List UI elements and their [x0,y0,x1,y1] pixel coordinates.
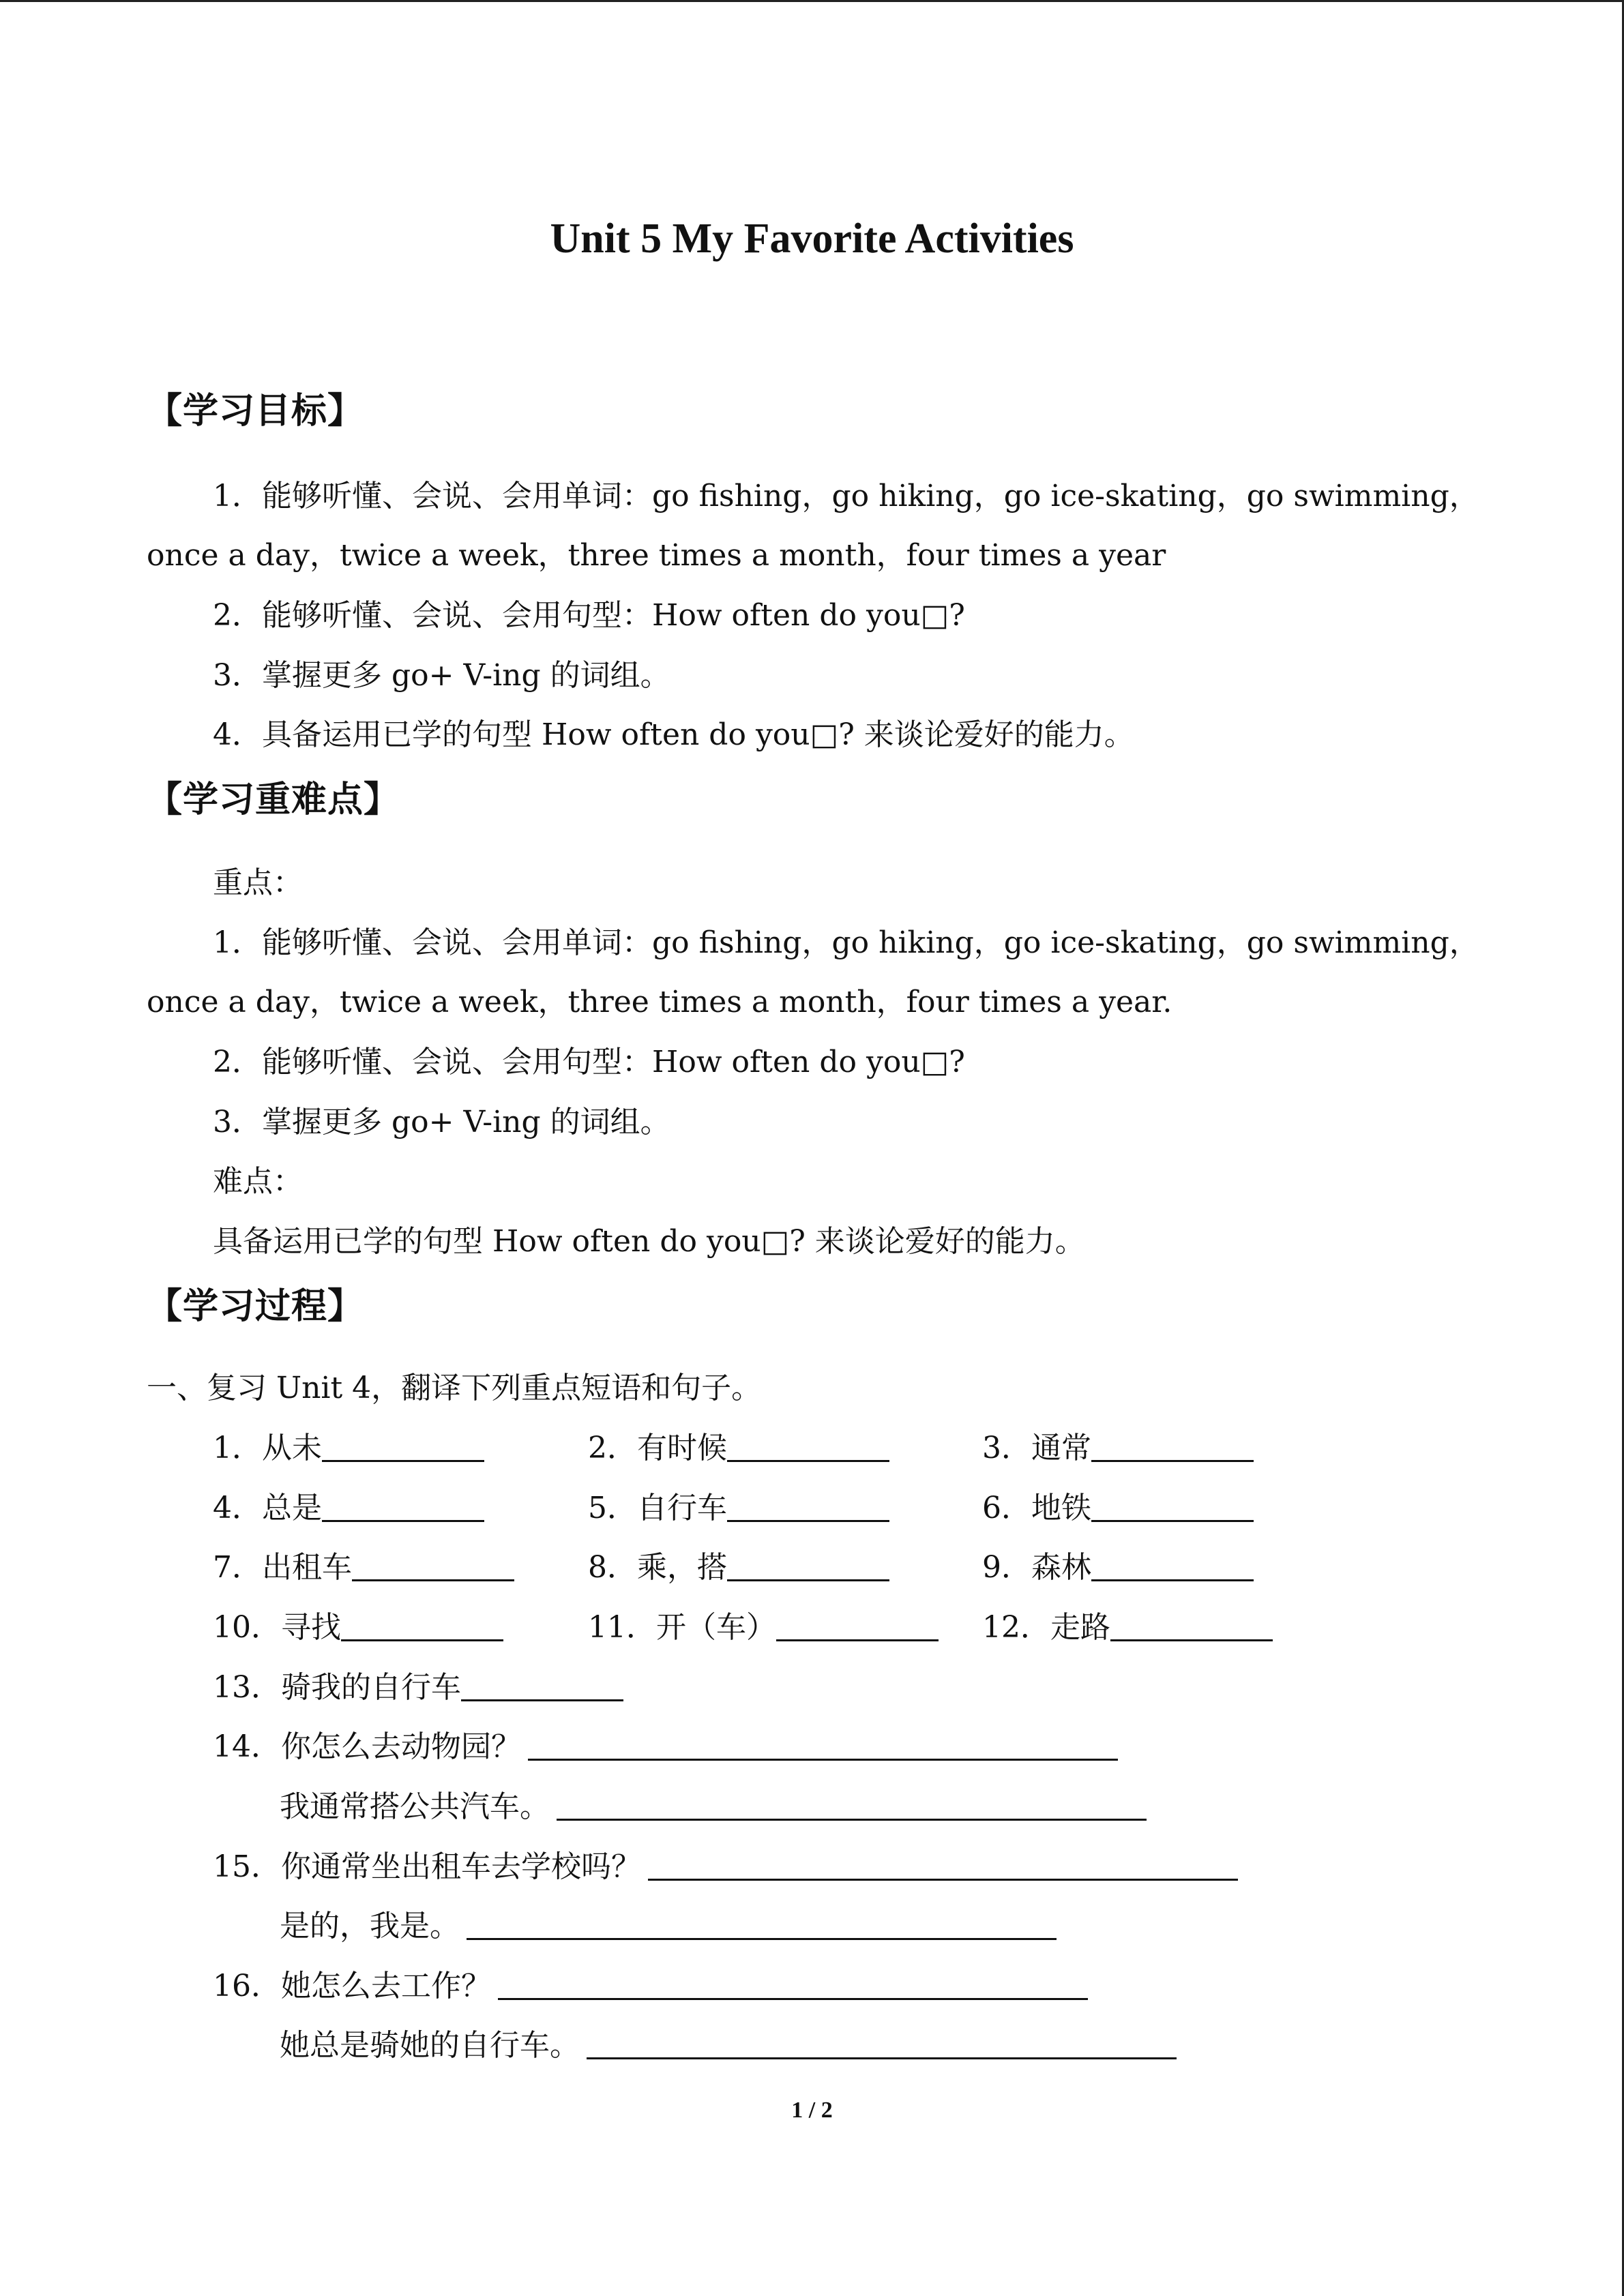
answer-blank[interactable] [648,1847,1238,1881]
key-item-1-line-1: 1．能够听懂、会说、会用单词：go fishing，go hiking，go ice-skating，go swimming， [213,925,1479,960]
sentence-item-16-answer: 她总是骑她的自行车。 [280,2025,1177,2066]
answer-blank[interactable] [587,2026,1177,2059]
vocab-item: 8．乘，搭 [588,1547,889,1588]
vocab-item: 11．开（车） [588,1607,939,1648]
exercise-heading: 一、复习 Unit 4，翻译下列重点短语和句子。 [147,1371,762,1405]
section-heading-process: 【学习过程】 [147,1286,364,1327]
answer-blank[interactable] [352,1548,514,1581]
vocab-item: 2．有时候 [588,1428,889,1469]
vocab-item: 3．通常 [982,1428,1254,1469]
answer-blank[interactable] [1091,1429,1254,1462]
answer-blank[interactable] [461,1668,623,1701]
key-item-1-line-2: once a day，twice a week，three times a month，four times a year. [147,985,1172,1019]
answer-blank[interactable] [727,1489,889,1522]
sentence-item-14-answer: 我通常搭公共汽车。 [280,1787,1147,1828]
answer-blank[interactable] [467,1907,1057,1940]
answer-blank[interactable] [528,1727,1118,1761]
vocab-item: 7．出租车 [213,1547,514,1588]
section-heading-key-points: 【学习重难点】 [147,779,400,820]
goal-item-1-line-1: 1．能够听懂、会说、会用单词：go fishing，go hiking，go ice-skating，go swimming， [213,479,1479,513]
goal-item-1-line-2: once a day，twice a week，three times a month，four times a year [147,538,1166,573]
difficulty-label: 难点： [213,1164,303,1199]
key-item-3: 3．掌握更多 go+ V-ing 的词组。 [213,1105,670,1139]
sentence-item-16-question: 16．她怎么去工作？ [213,1966,1088,2007]
vocab-item: 4．总是 [213,1488,484,1529]
vocab-item: 10．寻找 [213,1607,503,1648]
goal-item-3: 3．掌握更多 go+ V-ing 的词组。 [213,658,670,693]
answer-blank[interactable] [1110,1608,1273,1641]
vocab-item-13: 13．骑我的自行车 [213,1667,623,1708]
goal-item-2: 2．能够听懂、会说、会用句型：How often do you□? [213,598,965,633]
sentence-item-14-question: 14．你怎么去动物园？ [213,1727,1118,1768]
vocab-item: 1．从未 [213,1428,484,1469]
sentence-item-15-answer: 是的，我是。 [280,1906,1057,1947]
sentence-item-15-question: 15．你通常坐出租车去学校吗？ [213,1847,1238,1888]
key-item-2: 2．能够听懂、会说、会用句型：How often do you□? [213,1045,965,1079]
page-number: 1 / 2 [791,2098,833,2123]
vocab-item: 5．自行车 [588,1488,889,1529]
page-top-border [0,0,1624,2]
answer-blank[interactable] [776,1608,939,1641]
answer-blank[interactable] [727,1548,889,1581]
vocab-item: 6．地铁 [982,1488,1254,1529]
vocab-item: 9．森林 [982,1547,1254,1588]
goal-item-4: 4．具备运用已学的句型 How often do you□? 来谈论爱好的能力。 [213,717,1134,752]
answer-blank[interactable] [1091,1489,1254,1522]
vocab-item: 12．走路 [982,1607,1273,1648]
document-title: Unit 5 My Favorite Activities [550,215,1074,262]
answer-blank[interactable] [498,1967,1088,2000]
answer-blank[interactable] [557,1787,1147,1821]
focus-label: 重点： [213,865,303,900]
difficulty-text: 具备运用已学的句型 How often do you□? 来谈论爱好的能力。 [213,1224,1085,1259]
section-heading-goals: 【学习目标】 [147,391,364,432]
answer-blank[interactable] [1091,1548,1254,1581]
answer-blank[interactable] [322,1489,484,1522]
answer-blank[interactable] [322,1429,484,1462]
answer-blank[interactable] [341,1608,503,1641]
answer-blank[interactable] [727,1429,889,1462]
